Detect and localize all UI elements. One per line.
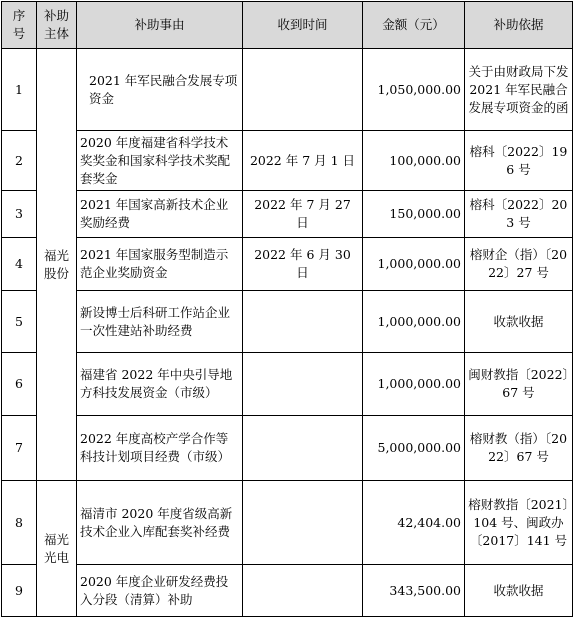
- subsidy-subject: 福光光电: [37, 481, 77, 617]
- row-date: 2022 年 6 月 30 日: [243, 238, 363, 291]
- subsidy-table: [1, 1, 573, 617]
- row-no: 1: [2, 49, 37, 131]
- row-date: 2022 年 7 月 1 日: [243, 131, 363, 191]
- row-amount: 42,404.00: [363, 481, 465, 565]
- row-basis: 榕财教（指）〔2022〕67 号: [465, 416, 573, 481]
- row-date: [243, 353, 363, 416]
- row-no: 6: [2, 353, 37, 416]
- row-reason: 福建省 2022 年中央引导地方科技发展资金（市级）: [77, 353, 243, 416]
- row-no: 8: [2, 481, 37, 565]
- row-reason: 2021 年国家服务型制造示范企业奖励资金: [77, 238, 243, 291]
- table-row: [2, 49, 573, 131]
- row-amount: 100,000.00: [363, 131, 465, 191]
- table-row: [2, 131, 573, 191]
- row-amount: 343,500.00: [363, 565, 465, 617]
- header-date: 收到时间: [243, 2, 363, 49]
- row-date: [243, 565, 363, 617]
- header-amount: 金额（元）: [363, 2, 465, 49]
- subsidy-subject: 福光股份: [37, 49, 77, 481]
- row-basis: 榕科〔2022〕196 号: [465, 131, 573, 191]
- header-subject: 补助主体: [37, 2, 77, 49]
- table-row: [2, 481, 573, 565]
- row-reason: 新设博士后科研工作站企业一次性建站补助经费: [77, 291, 243, 353]
- row-basis: 收款收据: [465, 291, 573, 353]
- row-date: [243, 481, 363, 565]
- row-amount: 1,000,000.00: [363, 353, 465, 416]
- row-date: 2022 年 7 月 27 日: [243, 191, 363, 238]
- row-date: [243, 49, 363, 131]
- row-no: 3: [2, 191, 37, 238]
- row-date: [243, 416, 363, 481]
- row-amount: 1,000,000.00: [363, 238, 465, 291]
- row-reason: 2022 年度高校产学合作等科技计划项目经费（市级）: [77, 416, 243, 481]
- row-no: 4: [2, 238, 37, 291]
- row-basis: 收款收据: [465, 565, 573, 617]
- row-amount: 150,000.00: [363, 191, 465, 238]
- row-date: [243, 291, 363, 353]
- table-row: [2, 565, 573, 617]
- row-reason: 2020 年度企业研发经费投入分段（清算）补助: [77, 565, 243, 617]
- row-amount: 1,050,000.00: [363, 49, 465, 131]
- row-reason: 福清市 2020 年度省级高新技术企业入库配套奖补经费: [77, 481, 243, 565]
- row-no: 2: [2, 131, 37, 191]
- row-basis: 榕科〔2022〕203 号: [465, 191, 573, 238]
- table-row: [2, 291, 573, 353]
- header-reason: 补助事由: [77, 2, 243, 49]
- row-amount: 5,000,000.00: [363, 416, 465, 481]
- row-basis: 闽财教指〔2022〕67 号: [465, 353, 573, 416]
- header-basis: 补助依据: [465, 2, 573, 49]
- table-row: [2, 238, 573, 291]
- row-basis: 榕财教指〔2021〕104 号、闽政办〔2017〕141 号: [465, 481, 573, 565]
- row-no: 9: [2, 565, 37, 617]
- row-no: 5: [2, 291, 37, 353]
- row-reason: 2021 年军民融合发展专项资金: [77, 49, 243, 131]
- table-row: [2, 416, 573, 481]
- header-no: 序号: [2, 2, 37, 49]
- header-row: [2, 2, 573, 49]
- table-row: [2, 353, 573, 416]
- row-basis: 榕财企（指）〔2022〕27 号: [465, 238, 573, 291]
- row-reason: 2020 年度福建省科学技术奖奖金和国家科学技术奖配套奖金: [77, 131, 243, 191]
- row-reason: 2021 年国家高新技术企业奖励经费: [77, 191, 243, 238]
- table-row: [2, 191, 573, 238]
- row-no: 7: [2, 416, 37, 481]
- row-amount: 1,000,000.00: [363, 291, 465, 353]
- row-basis: 关于由财政局下发 2021 年军民融合发展专项资金的函: [465, 49, 573, 131]
